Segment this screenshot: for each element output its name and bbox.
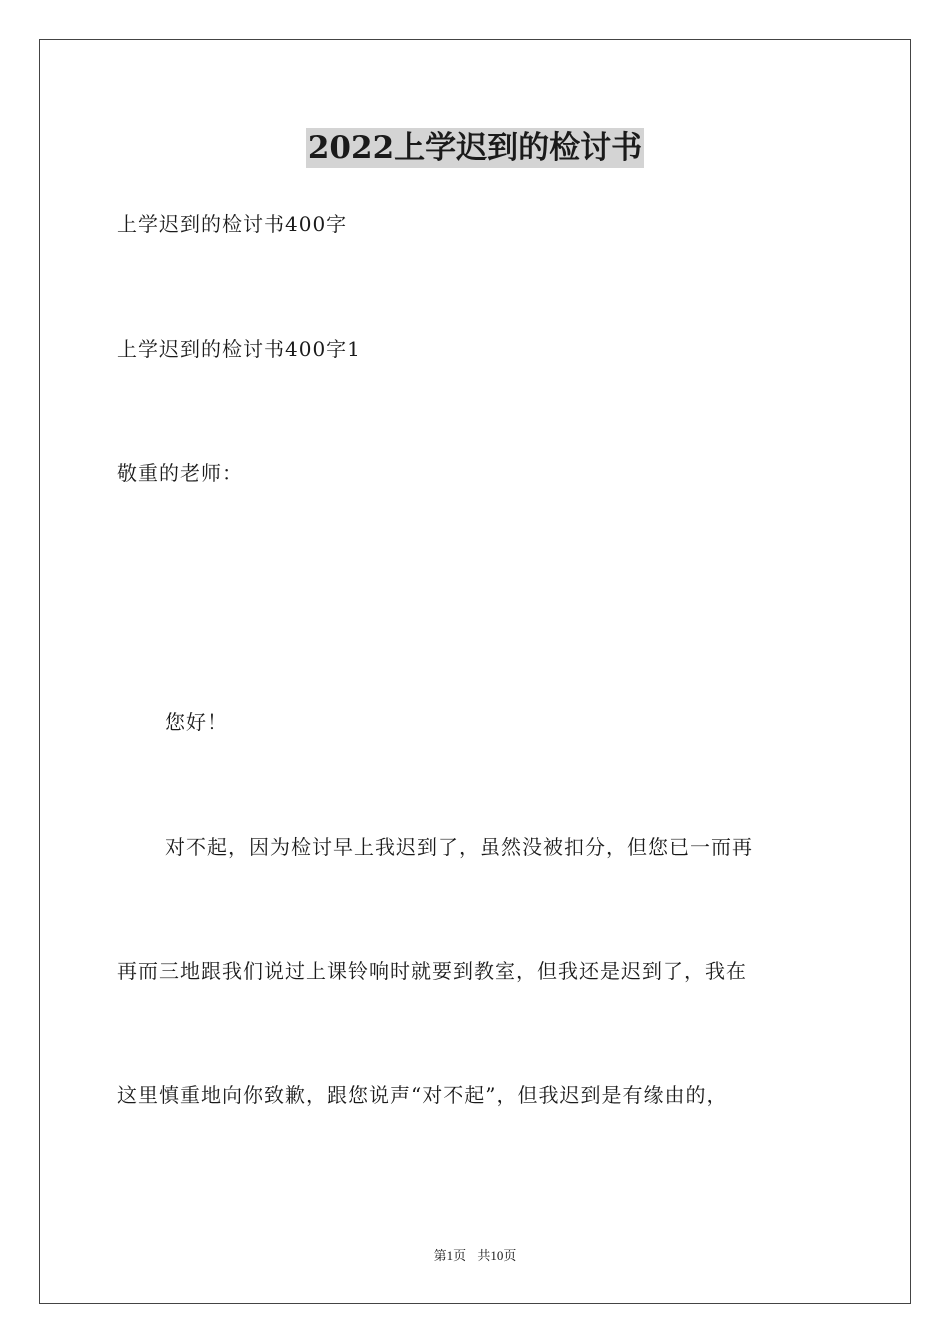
body-line-3: 这里慎重地向你致歉，跟您说声“对不起”，但我迟到是有缘由的， bbox=[117, 1083, 728, 1107]
section-heading: 上学迟到的检讨书400字1 bbox=[117, 337, 361, 361]
page-number: 第1页 bbox=[433, 1248, 467, 1263]
greeting: 您好！ bbox=[165, 710, 228, 734]
salutation: 敬重的老师： bbox=[117, 461, 243, 485]
document-subtitle: 上学迟到的检讨书400字 bbox=[117, 212, 348, 236]
page-total: 共10页 bbox=[477, 1248, 517, 1263]
document-title: 2022上学迟到的检讨书 bbox=[307, 130, 643, 166]
body-line-2: 再而三地跟我们说过上课铃响时就要到教室，但我还是迟到了，我在 bbox=[117, 959, 747, 983]
page-footer bbox=[0, 1247, 950, 1265]
body-line-1: 对不起，因为检讨早上我迟到了，虽然没被扣分，但您已一而再 bbox=[165, 835, 753, 859]
title-container bbox=[0, 128, 950, 168]
